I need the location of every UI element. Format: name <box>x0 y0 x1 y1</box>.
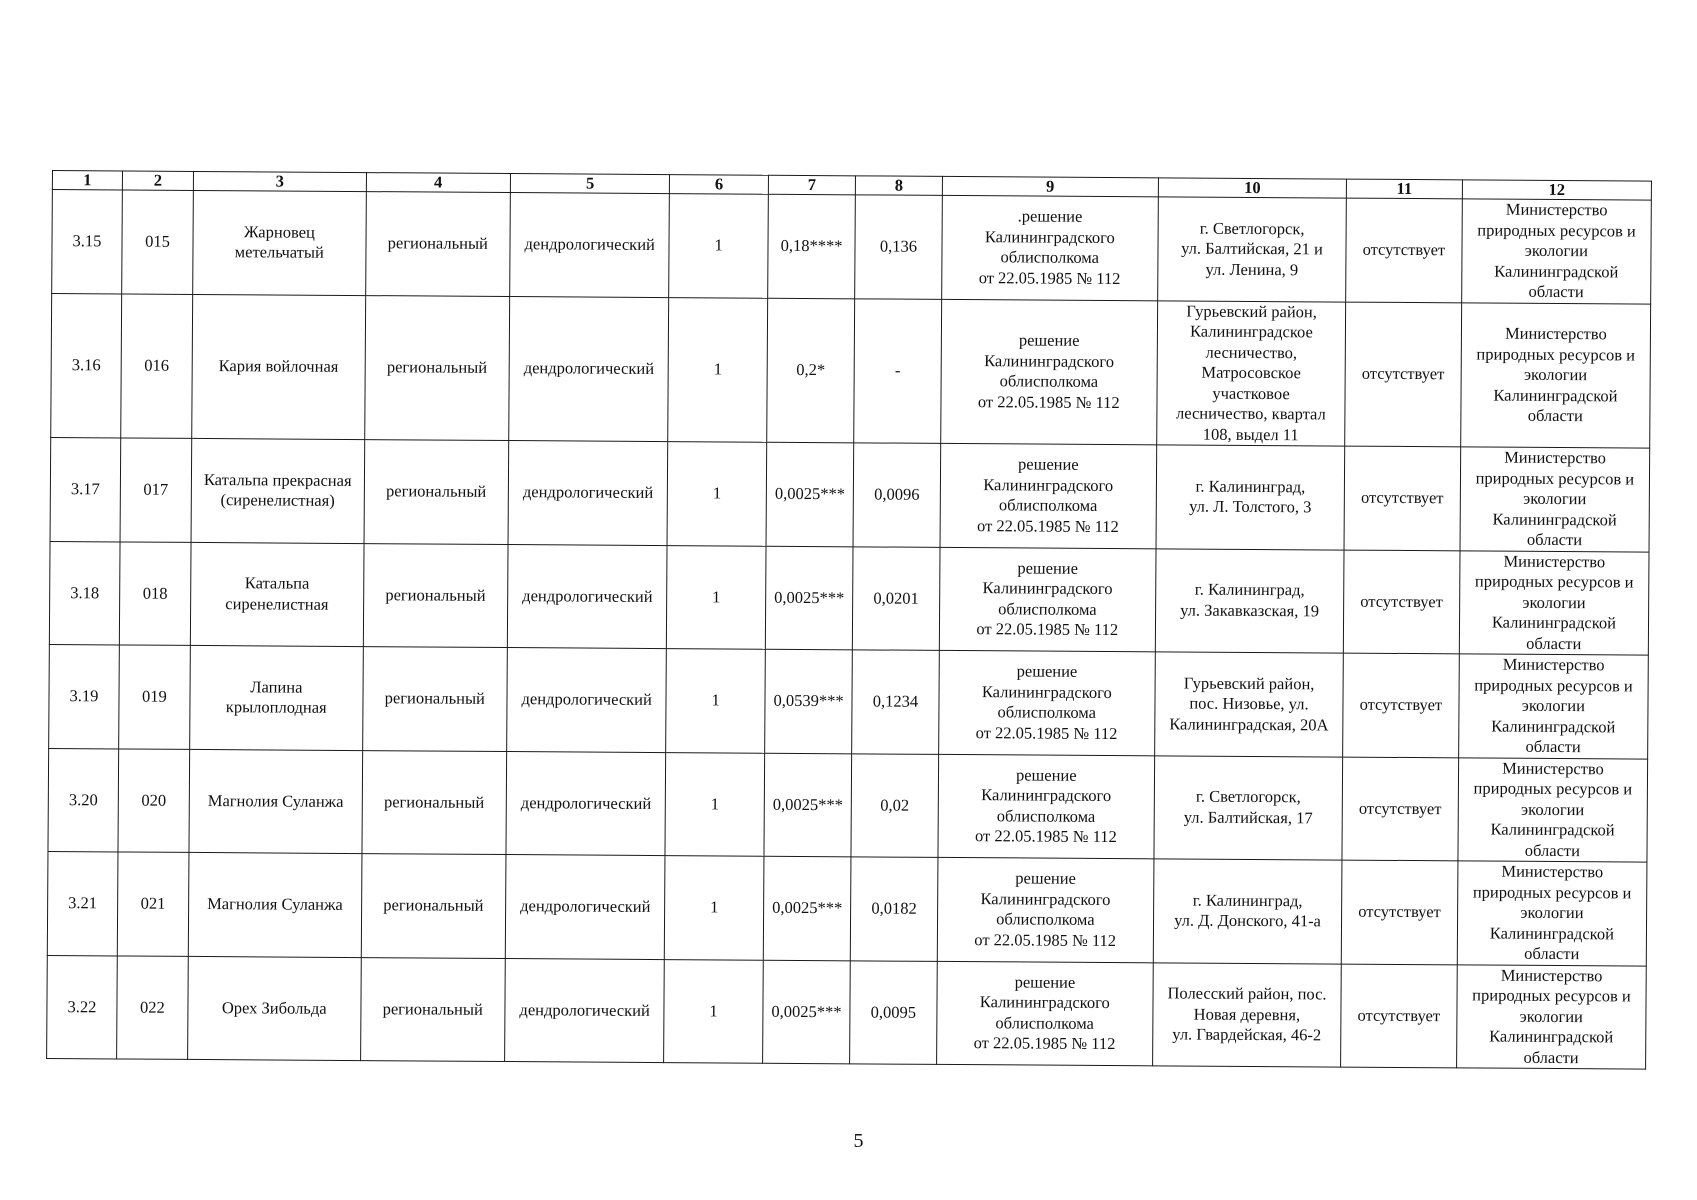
status-cell: отсутствует <box>1345 302 1462 447</box>
count-cell: 1 <box>669 194 768 298</box>
zone-area-cell: 0,1234 <box>852 650 939 754</box>
location-cell: г. Калининград, ул. Д. Донского, 41-а <box>1153 859 1342 964</box>
significance-cell: региональный <box>364 295 509 440</box>
profile-cell: дендрологический <box>509 296 670 442</box>
table-row <box>49 541 1649 655</box>
profile-cell: дендрологический <box>508 441 668 546</box>
area-cell: 0,0025*** <box>764 753 852 857</box>
column-header: 1 <box>52 171 122 190</box>
location-cell: Гурьевский район, пос. Низовье, ул. Калининградская, 20А <box>1155 652 1344 757</box>
status-cell: отсутствует <box>1341 860 1458 964</box>
decision-cell: решение Калининградского облисполкома от 22.05.1985 № 112 <box>938 650 1155 755</box>
location-cell: Полесский район, пос. Новая деревня, ул. Гвардейская, 46-2 <box>1153 962 1342 1067</box>
authority-cell: Министерство природных ресурсов и экологии Калининградской области <box>1456 964 1646 1069</box>
status-cell: отсутствует <box>1342 757 1459 861</box>
column-header: 7 <box>768 175 856 195</box>
column-header: 8 <box>856 176 942 196</box>
area-cell: 0,0025*** <box>763 856 851 960</box>
significance-cell: региональный <box>360 957 505 1061</box>
decision-cell: решение Калининградского облисполкома от 22.05.1985 № 112 <box>939 547 1156 652</box>
name-cell: Магнолия Суланжа <box>188 852 361 957</box>
status-cell: отсутствует <box>1346 198 1463 302</box>
profile-cell: дендрологический <box>507 544 667 649</box>
significance-cell: региональный <box>364 440 509 544</box>
zone-area-cell: 0,0201 <box>853 546 940 650</box>
code-cell: 021 <box>117 852 189 956</box>
significance-cell: региональный <box>362 750 507 854</box>
status-cell: отсутствует <box>1341 964 1458 1068</box>
row-number-cell: 3.17 <box>50 437 121 541</box>
area-cell: 0,0025*** <box>766 442 854 546</box>
count-cell: 1 <box>666 649 765 753</box>
row-number-cell: 3.19 <box>49 644 120 748</box>
code-cell: 017 <box>120 438 192 542</box>
significance-cell: региональный <box>362 647 507 751</box>
table-row <box>47 851 1647 965</box>
authority-cell: Министерство природных ресурсов и экологии Калининградской области <box>1461 199 1651 304</box>
row-number-cell: 3.22 <box>47 955 118 1059</box>
profile-cell: дендрологический <box>506 751 666 856</box>
area-cell: 0,2* <box>767 298 855 443</box>
location-cell: Гурьевский район, Калининградское лесничество, Матросовское участковое лесничество, квартал 108, выдел 11 <box>1157 300 1346 446</box>
protected-objects-table <box>46 170 1652 1070</box>
authority-cell: Министерство природных ресурсов и экологии Калининградской области <box>1460 447 1650 552</box>
status-cell: отсутствует <box>1344 446 1461 550</box>
page-number: 5 <box>853 1130 864 1152</box>
decision-cell: .решение Калининградского облисполкома от 22.05.1985 № 112 <box>941 195 1158 300</box>
table-row <box>52 190 1652 304</box>
profile-cell: дендрологический <box>510 193 670 298</box>
row-number-cell: 3.16 <box>51 293 122 438</box>
authority-cell: Министерство природных ресурсов и экологии Калининградской области <box>1457 861 1647 966</box>
name-cell: Жарновец метельчатый <box>193 190 366 295</box>
column-header: 12 <box>1462 180 1651 200</box>
authority-cell: Министерство природных ресурсов и экологии Калининградской области <box>1458 654 1648 759</box>
count-cell: 1 <box>665 752 764 856</box>
decision-cell: решение Калининградского облисполкома от 22.05.1985 № 112 <box>938 754 1155 859</box>
significance-cell: региональный <box>365 192 510 296</box>
row-number-cell: 3.15 <box>52 190 123 294</box>
area-cell: 0,18**** <box>768 194 856 298</box>
count-cell: 1 <box>668 442 767 546</box>
row-number-cell: 3.21 <box>47 851 118 955</box>
name-cell: Лапина крылоплодная <box>190 645 363 750</box>
count-cell: 1 <box>664 959 763 1063</box>
status-cell: отсутствует <box>1343 550 1460 654</box>
column-header: 5 <box>510 174 670 194</box>
zone-area-cell: 0,0182 <box>851 857 938 961</box>
code-cell: 019 <box>119 645 191 749</box>
code-cell: 016 <box>121 293 193 438</box>
decision-cell: решение Калининградского облисполкома от 22.05.1985 № 112 <box>936 961 1153 1066</box>
name-cell: Кария войлочная <box>192 294 366 440</box>
decision-cell: решение Калининградского облисполкома от 22.05.1985 № 112 <box>940 443 1157 548</box>
code-cell: 022 <box>117 955 189 1059</box>
decision-cell: решение Калининградского облисполкома от 22.05.1985 № 112 <box>940 299 1157 445</box>
table-row <box>48 748 1648 862</box>
table-row <box>50 437 1650 551</box>
count-cell: 1 <box>668 297 767 442</box>
count-cell: 1 <box>667 545 766 649</box>
column-header: 6 <box>670 175 768 195</box>
zone-area-cell: 0,02 <box>851 753 938 857</box>
code-cell: 020 <box>118 748 190 852</box>
zone-area-cell: 0,0095 <box>850 960 937 1064</box>
name-cell: Катальпа прекрасная (сиренелистная) <box>191 438 364 543</box>
profile-cell: дендрологический <box>505 855 665 960</box>
code-cell: 015 <box>122 190 194 294</box>
table-row <box>47 955 1647 1069</box>
name-cell: Орех Зибольда <box>188 956 361 1061</box>
column-header: 4 <box>366 173 510 193</box>
table-row <box>49 644 1649 758</box>
table-row <box>51 293 1651 448</box>
zone-area-cell: 0,0096 <box>853 443 940 547</box>
location-cell: г. Калининград, ул. Закавказская, 19 <box>1155 548 1344 653</box>
code-cell: 018 <box>119 541 191 645</box>
significance-cell: региональный <box>363 543 508 647</box>
zone-area-cell: - <box>854 298 941 443</box>
column-header: 10 <box>1158 178 1346 198</box>
location-cell: г. Светлогорск, ул. Балтийская, 21 и ул. Ленина, 9 <box>1158 197 1347 302</box>
column-header: 11 <box>1346 179 1462 199</box>
row-number-cell: 3.20 <box>48 748 119 852</box>
name-cell: Магнолия Суланжа <box>189 749 362 854</box>
decision-cell: решение Калининградского облисполкома от 22.05.1985 № 112 <box>937 857 1154 962</box>
count-cell: 1 <box>665 856 764 960</box>
profile-cell: дендрологический <box>507 648 667 753</box>
status-cell: отсутствует <box>1343 653 1460 757</box>
area-cell: 0,0025*** <box>762 960 850 1064</box>
authority-cell: Министерство природных ресурсов и экологии Калининградской области <box>1458 757 1648 862</box>
column-header: 9 <box>942 176 1159 196</box>
area-cell: 0,0025*** <box>765 546 853 650</box>
significance-cell: региональный <box>361 854 506 958</box>
authority-cell: Министерство природных ресурсов и экологии Калининградской области <box>1461 302 1651 448</box>
authority-cell: Министерство природных ресурсов и экологии Калининградской области <box>1459 550 1649 655</box>
name-cell: Катальпа сиренелистная <box>190 542 363 647</box>
column-header: 3 <box>193 171 366 191</box>
column-header: 2 <box>122 171 193 190</box>
profile-cell: дендрологический <box>505 958 665 1063</box>
zone-area-cell: 0,136 <box>855 195 942 299</box>
location-cell: г. Калининград, ул. Л. Толстого, 3 <box>1156 445 1345 550</box>
location-cell: г. Светлогорск, ул. Балтийская, 17 <box>1154 755 1343 860</box>
row-number-cell: 3.18 <box>49 541 120 645</box>
area-cell: 0,0539*** <box>764 649 852 753</box>
